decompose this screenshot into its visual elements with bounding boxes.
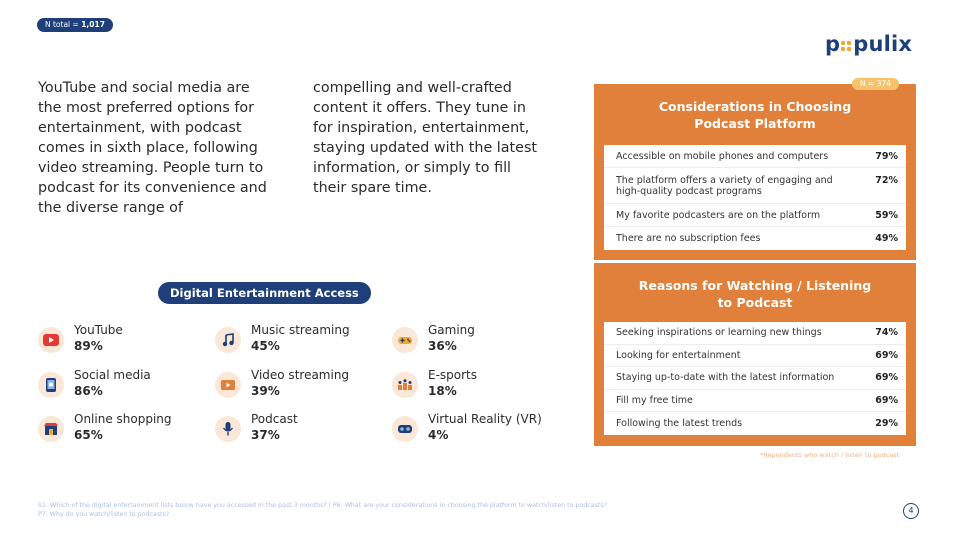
row-value: 29% — [875, 418, 898, 430]
activity-esports — [392, 367, 477, 399]
list-item — [604, 145, 906, 168]
activity-value: 45% — [251, 339, 280, 353]
row-label: There are no subscription fees — [616, 233, 761, 244]
activity-value: 36% — [428, 339, 457, 353]
reasons-panel — [594, 263, 916, 446]
row-value: 69% — [875, 395, 898, 407]
reasons-title-line2: to Podcast — [717, 295, 793, 310]
row-label: The platform offers a variety of engaging and high-quality podcast programs — [616, 175, 833, 197]
intro-paragraph-2: compelling and well-crafted content it offers. They tune in for inspiration, entertainment, staying updated with the latest information, or simply to fill their spare time. — [313, 80, 537, 196]
list-item — [604, 168, 906, 204]
activity-label: Podcast — [251, 412, 298, 426]
reasons-title — [594, 263, 916, 311]
row-label: Staying up-to-date with the latest information — [616, 372, 835, 384]
logo-text-left: p — [825, 32, 841, 56]
activity-value: 18% — [428, 384, 457, 398]
row-label: Looking for entertainment — [616, 349, 741, 361]
row-label: Accessible on mobile phones and computers — [616, 150, 829, 162]
activity-value: 65% — [74, 428, 103, 442]
populix-logo — [825, 32, 912, 56]
list-item — [604, 345, 906, 368]
video-icon — [215, 372, 241, 398]
social-media-icon — [38, 372, 64, 398]
row-value: 72% — [875, 175, 898, 186]
list-item — [604, 227, 906, 250]
respondents-note: *Repondents who watch / listen to podcast — [760, 451, 900, 459]
list-item — [604, 412, 906, 435]
gaming-icon — [392, 327, 418, 353]
footer-line-2: P7. Why do you watch/listen to podcasts? — [38, 511, 170, 518]
n-total-value: 1,017 — [81, 20, 105, 29]
activity-label: Virtual Reality (VR) — [428, 412, 542, 426]
page-number: 4 — [903, 503, 919, 519]
shop-icon — [38, 416, 64, 442]
n-total-badge — [37, 18, 113, 32]
considerations-list — [604, 145, 906, 250]
row-label: Seeking inspirations or learning new things — [616, 327, 822, 339]
considerations-title-line1: Considerations in Choosing — [658, 99, 852, 114]
row-value: 74% — [875, 327, 898, 339]
activity-vr — [392, 411, 542, 443]
list-item — [604, 322, 906, 345]
activity-music-streaming — [215, 322, 350, 354]
activity-value: 37% — [251, 428, 280, 442]
row-value: 59% — [875, 209, 898, 221]
activity-gaming — [392, 322, 475, 354]
activity-online-shopping — [38, 411, 172, 443]
list-item — [604, 204, 906, 227]
activity-value: 39% — [251, 384, 280, 398]
intro-paragraph-1: YouTube and social media are the most preferred options for entertainment, with podcast comes in sixth place, following video streaming. People turn to podcast for its convenience and the diverse range of — [38, 80, 267, 216]
considerations-title-line2: Podcast Platform — [694, 116, 816, 131]
youtube-icon — [38, 327, 64, 353]
list-item — [604, 367, 906, 390]
n-total-label: N total = — [45, 20, 82, 29]
reasons-list — [604, 322, 906, 435]
considerations-title — [594, 84, 916, 132]
activity-label: Online shopping — [74, 412, 172, 426]
row-value: 69% — [875, 349, 898, 361]
logo-dots-icon — [841, 41, 851, 51]
reasons-title-line1: Reasons for Watching / Listening — [638, 278, 872, 293]
activity-label: Social media — [74, 368, 151, 382]
row-value: 79% — [875, 150, 898, 162]
considerations-panel — [594, 84, 916, 260]
activity-video-streaming — [215, 367, 349, 399]
n-respondents-badge: N = 374 — [852, 78, 899, 90]
activity-label: Gaming — [428, 323, 475, 337]
activity-value: 4% — [428, 428, 449, 442]
row-label: Fill my free time — [616, 395, 693, 407]
activity-label: Video streaming — [251, 368, 350, 382]
row-value: 69% — [875, 372, 898, 384]
activity-label: Music streaming — [251, 323, 350, 337]
vr-icon — [392, 416, 418, 442]
activity-label: YouTube — [74, 323, 123, 337]
music-icon — [215, 327, 241, 353]
row-label: My favorite podcasters are on the platform — [616, 209, 821, 221]
row-value: 49% — [875, 233, 898, 244]
esports-icon — [392, 372, 418, 398]
activity-youtube — [38, 322, 123, 354]
list-item — [604, 390, 906, 413]
footer-questions — [38, 501, 607, 519]
activity-value: 86% — [74, 384, 103, 398]
footer-line-1: S1. Which of the digital entertainment lists below have you accessed in the past 3 months? | P6. What are your considerations in choosing the platform to watch/listen to podcasts? — [38, 502, 607, 509]
activity-social-media — [38, 367, 151, 399]
activity-label: E-sports — [428, 368, 478, 382]
logo-text-right: pulix — [853, 32, 913, 56]
activity-podcast — [215, 411, 298, 443]
row-label: Following the latest trends — [616, 418, 743, 430]
microphone-icon — [215, 416, 241, 442]
activity-value: 89% — [74, 339, 103, 353]
access-section-title: Digital Entertainment Access — [158, 282, 371, 304]
